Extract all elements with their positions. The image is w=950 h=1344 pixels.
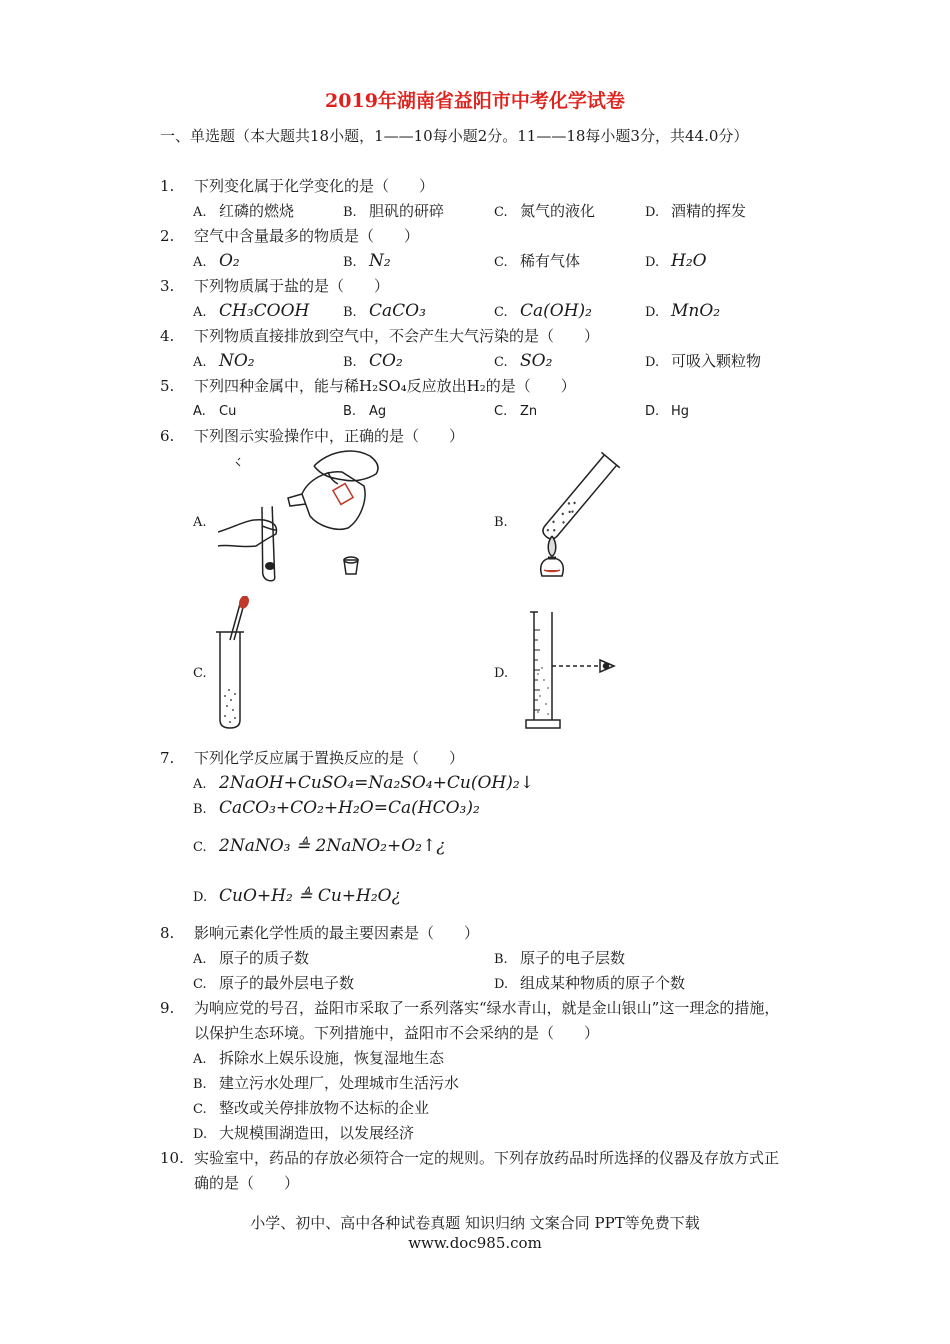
option-label: B. (494, 952, 508, 967)
option-a[interactable] (193, 299, 309, 324)
option-label: C. (494, 205, 508, 220)
option-text: 酒精的挥发 (671, 202, 747, 220)
question-1 (160, 174, 434, 199)
option-c[interactable] (494, 199, 595, 224)
option-formula: N₂ (369, 251, 391, 271)
option-formula: MnO₂ (671, 301, 721, 321)
option-label: D. (494, 666, 509, 681)
option-c[interactable] (494, 299, 592, 324)
option-text: 组成某种物质的原子个数 (520, 974, 686, 992)
option-label: A. (193, 305, 207, 320)
option-formula: H₂O (671, 251, 707, 271)
option-c[interactable] (494, 399, 537, 424)
option-text: Zn (520, 404, 538, 419)
option-label: C. (494, 404, 508, 419)
option-label: B. (343, 305, 357, 320)
option-formula: SO₂ (520, 351, 553, 371)
question-8 (160, 921, 479, 946)
option-b[interactable] (343, 249, 391, 274)
option-formula: CuO+H₂ ≜ Cu+H₂O¿ (219, 886, 401, 906)
option-text: 胆矾的研碎 (369, 202, 445, 220)
option-text: 原子的电子层数 (520, 949, 626, 967)
option-label: D. (645, 355, 660, 370)
option-text: Cu (219, 404, 237, 419)
question-4 (160, 324, 599, 349)
option-label: D. (193, 890, 208, 905)
option-label: A. (193, 515, 207, 530)
option-label: C. (193, 840, 207, 855)
option-b[interactable] (193, 1071, 459, 1096)
option-text: 建立污水处理厂，处理城市生活污水 (219, 1074, 460, 1092)
question-number: 5. (160, 377, 175, 395)
option-label: D. (645, 255, 660, 270)
question-number: 9. (160, 999, 175, 1017)
option-d[interactable] (193, 1121, 414, 1146)
option-formula: CaCO₃ (369, 301, 426, 321)
question-3 (160, 274, 389, 299)
question-number: 4. (160, 327, 175, 345)
option-label: B. (343, 205, 357, 220)
option-text: 稀有气体 (520, 252, 581, 270)
option-a[interactable] (193, 1046, 444, 1071)
question-text: 下列变化属于化学变化的是（ ） (194, 177, 435, 195)
option-text: Hg (671, 404, 690, 419)
section-heading: 一、单选题（本大题共18小题，1——10每小题2分。11——18每小题3分，共44.0分） (160, 127, 749, 145)
option-label: A. (193, 404, 206, 419)
option-c[interactable] (494, 349, 552, 374)
option-a[interactable] (193, 509, 219, 534)
question-text: 下列物质直接排放到空气中，不会产生大气污染的是（ ） (194, 327, 600, 345)
option-d[interactable] (645, 399, 689, 424)
option-label: D. (645, 305, 660, 320)
question-2 (160, 224, 419, 249)
question-number: 6. (160, 427, 175, 445)
option-b[interactable] (494, 509, 520, 534)
option-label: C. (193, 666, 207, 681)
question-text: 下列化学反应属于置换反应的是（ ） (194, 749, 465, 767)
question-number: 7. (160, 749, 175, 767)
footer-promo-text: 小学、初中、高中各种试卷真题 知识归纳 文案合同 PPT等免费下载 (250, 1214, 700, 1232)
option-label: B. (343, 255, 357, 270)
option-c[interactable] (193, 1096, 429, 1121)
option-a[interactable] (193, 771, 534, 796)
option-d[interactable] (645, 199, 746, 224)
option-b[interactable] (193, 796, 480, 821)
question-5 (160, 374, 576, 399)
option-d[interactable] (645, 299, 720, 324)
option-label: C. (494, 305, 508, 320)
option-label: C. (494, 255, 508, 270)
option-label: D. (645, 205, 660, 220)
option-label: D. (193, 1127, 208, 1142)
option-d[interactable] (494, 971, 685, 996)
option-a[interactable] (193, 249, 240, 274)
page-title: 2019年湖南省益阳市中考化学试卷 (325, 90, 625, 112)
option-c[interactable] (193, 971, 354, 996)
option-text: 原子的质子数 (219, 949, 310, 967)
option-formula: O₂ (219, 251, 240, 271)
option-label: B. (193, 802, 207, 817)
option-d[interactable] (645, 249, 707, 274)
option-label: C. (193, 1102, 207, 1117)
question-text: 下列四种金属中，能与稀H₂SO₄反应放出H₂的是（ ） (194, 377, 576, 395)
option-text: 原子的最外层电子数 (219, 974, 355, 992)
option-d[interactable] (645, 349, 761, 374)
question-text: 下列物质属于盐的是（ ） (194, 277, 390, 295)
option-text: 氮气的液化 (520, 202, 596, 220)
option-text: Ag (369, 404, 387, 419)
question-number: 1. (160, 177, 175, 195)
question-text: 空气中含量最多的物质是（ ） (194, 227, 420, 245)
question-number: 10. (160, 1149, 184, 1167)
option-a[interactable] (193, 199, 294, 224)
option-text: 拆除水上娱乐设施，恢复湿地生态 (219, 1049, 445, 1067)
option-label: C. (494, 355, 508, 370)
option-a[interactable] (193, 349, 255, 374)
option-label: A. (193, 777, 207, 792)
question-7 (160, 746, 464, 771)
option-text: 红磷的燃烧 (219, 202, 295, 220)
question-number: 2. (160, 227, 175, 245)
option-label: D. (645, 404, 660, 419)
option-label: A. (193, 1052, 207, 1067)
option-formula: CaCO₃+CO₂+H₂O=Ca(HCO₃)₂ (219, 798, 480, 818)
option-label: A. (193, 205, 207, 220)
question-text: 为响应党的号召，益阳市采取了一系列落实“绿水青山，就是金山银山”这一理念的措施，以保护生态环境。下列措施中，益阳市不会采纳的是（ ） (194, 999, 780, 1042)
graduated-cylinder-illustration (524, 610, 624, 732)
option-d[interactable] (193, 884, 401, 909)
option-label: C. (193, 977, 207, 992)
option-label: D. (494, 977, 509, 992)
option-c[interactable] (193, 834, 445, 859)
option-label: B. (343, 355, 357, 370)
option-b[interactable] (343, 199, 444, 224)
question-10 (160, 1146, 790, 1196)
question-9 (160, 996, 790, 1046)
heating-test-tube-illustration (532, 446, 622, 582)
option-formula: 2NaNO₃ ≜ 2NaNO₂+O₂↑¿ (219, 836, 446, 856)
option-d[interactable] (494, 660, 520, 685)
option-a[interactable] (193, 399, 236, 424)
option-formula: NO₂ (219, 351, 255, 371)
option-text: 大规模围湖造田，以发展经济 (219, 1124, 415, 1142)
option-text: 整改或关停排放物不达标的企业 (219, 1099, 430, 1117)
dropper-test-tube-illustration (214, 596, 254, 732)
option-formula: CO₂ (369, 351, 403, 371)
question-number: 8. (160, 924, 175, 942)
question-text: 实验室中，药品的存放必须符合一定的规则。下列存放药品时所选择的仪器及存放方式正确的是（ ） (194, 1149, 780, 1192)
option-b[interactable] (343, 349, 403, 374)
footer-website-link[interactable]: www.doc985.com (408, 1234, 542, 1252)
option-b[interactable] (343, 299, 426, 324)
option-b[interactable] (494, 946, 625, 971)
option-formula: 2NaOH+CuSO₄=Na₂SO₄+Cu(OH)₂↓ (219, 773, 534, 793)
question-number: 3. (160, 277, 175, 295)
question-text: 影响元素化学性质的最主要因素是（ ） (194, 924, 480, 942)
option-label: A. (193, 355, 207, 370)
option-label: B. (193, 1077, 207, 1092)
option-formula: CH₃COOH (219, 301, 310, 321)
option-text: 可吸入颗粒物 (671, 352, 762, 370)
option-label: A. (193, 255, 207, 270)
option-label: B. (494, 515, 508, 530)
option-a[interactable] (193, 946, 309, 971)
pouring-liquid-illustration (218, 446, 388, 582)
question-text: 下列图示实验操作中，正确的是（ ） (194, 427, 465, 445)
option-formula: Ca(OH)₂ (520, 301, 592, 321)
option-label: B. (343, 404, 357, 419)
option-c[interactable] (494, 249, 580, 274)
option-label: A. (193, 952, 207, 967)
option-b[interactable] (343, 399, 386, 424)
